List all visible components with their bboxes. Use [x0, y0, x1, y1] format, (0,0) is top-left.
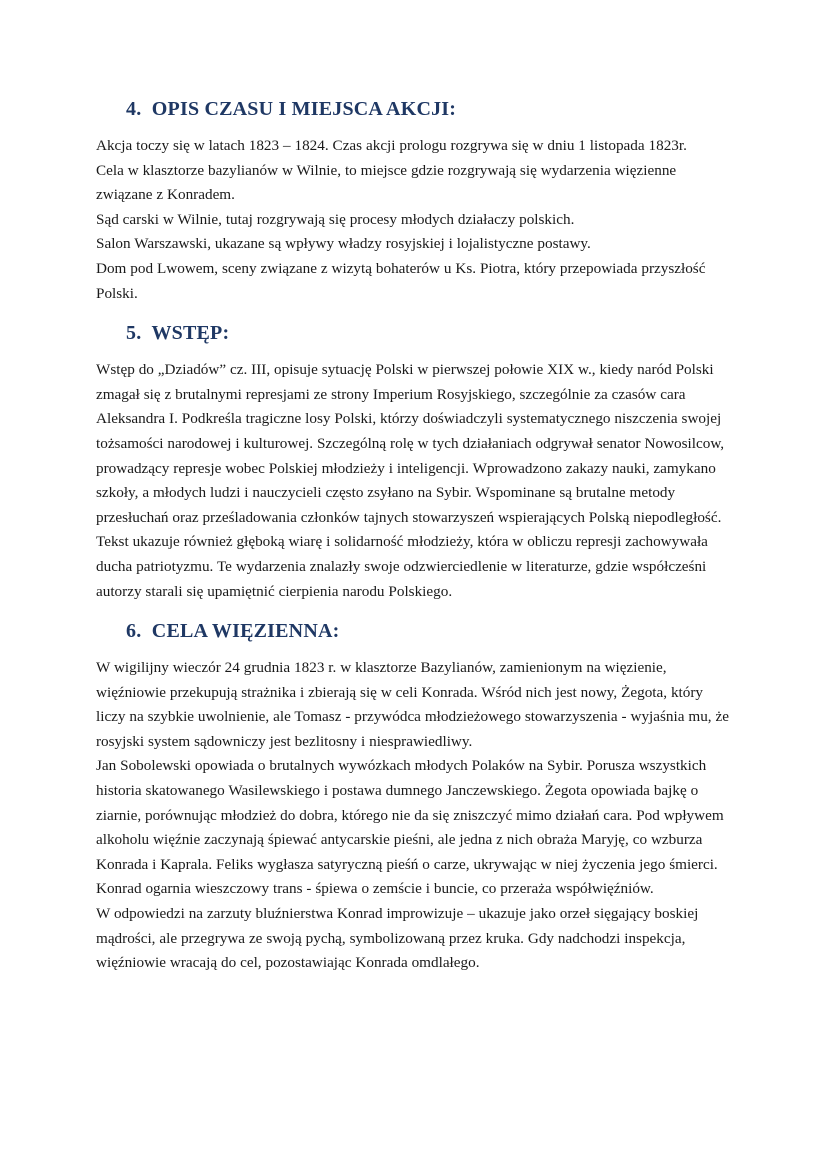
paragraph: Jan Sobolewski opowiada o brutalnych wywózkach młodych Polaków na Sybir. Porusza wszystkich historia skatowanego Wasilewskiego i postawa dumnego Janczewskiego. Żegota opowiada bajkę o ziarnie, porównując młodzież do dobra, którego nie da się zniszczyć mimo działań cara. Pod wpływem alkoholu więźnie zaczynają śpiewać antycarskie pieśni, ale jedna z nich obraża Maryję, co wzburza Konrada i Kaprala. Feliks wygłasza satyryczną pieśń o carze, ukrywając w niej życzenia jego śmierci. Konrad ogarnia wieszczowy trans - śpiewa o zemście i buncie, co przeraża współwięźniów.: [96, 757, 728, 898]
paragraph: Sąd carski w Wilnie, tutaj rozgrywają się procesy młodych działaczy polskich.: [96, 210, 575, 228]
spacer: [96, 306, 734, 320]
spacer: [96, 645, 734, 656]
paragraph: Salon Warszawski, ukazane są wpływy władzy rosyjskiej i lojalistyczne postawy.: [96, 235, 591, 253]
paragraph: W odpowiedzi na zarzuty bluźnierstwa Konrad improwizuje – ukazuje jako orzeł sięgający boskiej mądrości, ale przegrywa ze swoją pychą, symbolizowaną przez kruka. Gdy nadchodzi inspekcja, więźniowie wracają do cel, pozostawiając Konrada omdlałego.: [96, 905, 703, 972]
spacer: [96, 123, 734, 134]
paragraph: W wigilijny wieczór 24 grudnia 1823 r. w klasztorze Bazylianów, zamienionym na więzienie, więźniowie przekupują strażnika i zbierają się w celi Konrada. Wśród nich jest nowy, Żegota, który liczy na szybkie uwolnienie, ale Tomasz - przywódca młodzieżowego stowarzyszenia - wyjaśnia mu, że rosyjski system sądowniczy jest bezlitosny i niesprawiedliwy.: [96, 659, 733, 750]
section-heading-4: 4. OPIS CZASU I MIEJSCA AKCJI:: [126, 98, 457, 120]
paragraph: Wstęp do „Dziadów” cz. III, opisuje sytuację Polski w pierwszej połowie XIX w., kiedy naród Polski zmagał się z brutalnymi represjami ze strony Imperium Rosyjskiego, szczególnie za czasów cara Aleksandra I. Podkreśla tragiczne losy Polski, którzy doświadczyli systematycznego niszczenia swojej tożsamości narodowej i kulturowej. Szczególną rolę w tych działaniach odgrywał senator Nowosilcow, prowadzący represje wobec Polskiej młodzieży i inteligencji. Wprowadzono zakazy nauki, zamykano szkoły, a młodych ludzi i nauczycieli często zsyłano na Sybir. Wspominane są brutalne metody przesłuchań oraz prześladowania członków tajnych stowarzyszeń wspierających Polską niepodległość. Tekst ukazuje również głęboką wiarę i solidarność młodzieży, która w obliczu represji zachowywała ducha patriotyzmu. Te wydarzenia znalazły swoje odzwierciedlenie w literaturze, gdzie współcześni autorzy starali się upamiętnić cierpienia narodu Polskiego.: [96, 361, 729, 600]
section-heading-6: 6. CELA WIĘZIENNA:: [126, 620, 340, 643]
paragraph: Cela w klasztorze bazylianów w Wilnie, to miejsce gdzie rozgrywają się wydarzenia więzienne związane z Konradem.: [96, 161, 681, 204]
spacer: [96, 604, 734, 618]
section-wstep: [96, 306, 734, 604]
spacer: [96, 347, 734, 358]
paragraph: Dom pod Lwowem, sceny związane z wizytą bohaterów u Ks. Piotra, który przepowiada przyszłość Polski.: [96, 259, 710, 302]
section-opis-czasu-i-miejsca-akcji: [96, 96, 734, 306]
document-content: [96, 96, 734, 976]
section-cela-wiezienna: [96, 604, 734, 976]
paragraph: Akcja toczy się w latach 1823 – 1824. Czas akcji prologu rozgrywa się w dniu 1 listopada 1823r.: [96, 137, 687, 154]
section-heading-5: 5. WSTĘP:: [126, 322, 230, 345]
